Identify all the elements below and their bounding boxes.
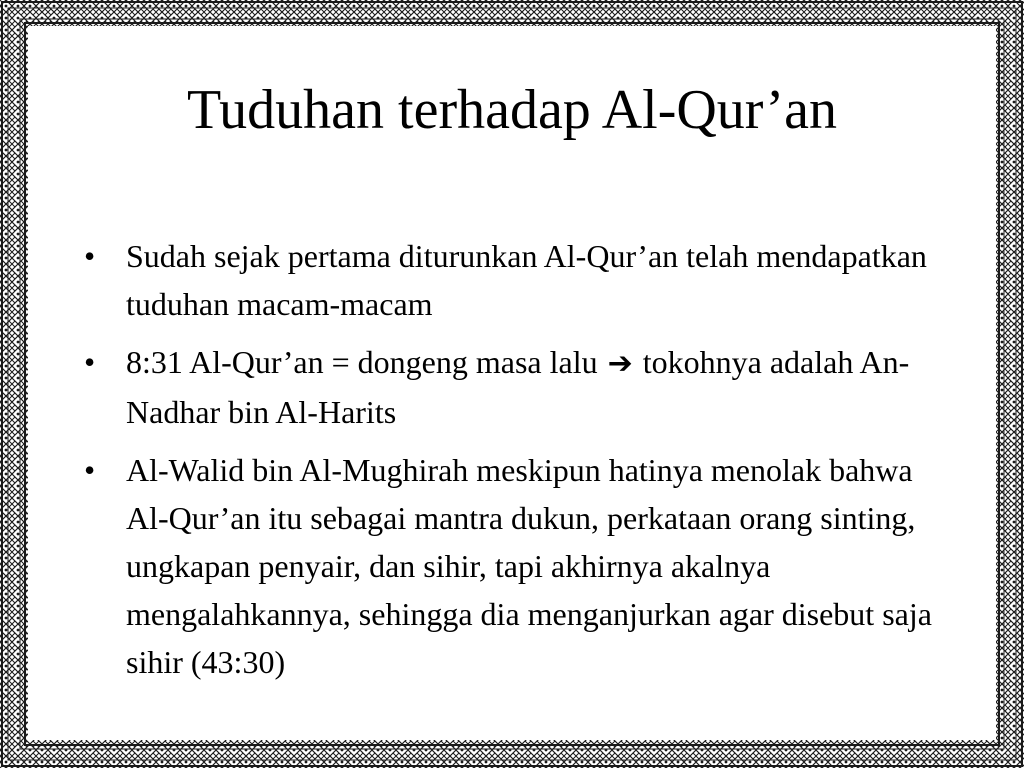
bullet-icon: •	[84, 238, 96, 274]
right-arrow-icon: ➔	[607, 346, 633, 381]
bullet-text-after-arrow: tokohnya adalah An-Nadhar bin Al-Harits	[126, 344, 910, 430]
bullet-icon: •	[84, 452, 96, 488]
bullet-text-before-arrow: 8:31 Al-Qur’an = dongeng masa lalu	[126, 344, 598, 380]
slide-title: Tuduhan terhadap Al-Qur’an	[186, 79, 838, 141]
bullet-list	[84, 232, 944, 696]
list-item	[84, 338, 944, 436]
bullet-text: Al-Walid bin Al-Mughirah meskipun hatinya menolak bahwa Al-Qur’an itu sebagai mantra dukun, perkataan orang sinting, ungkapan penyair, dan sihir, tapi akhirnya akalnya mengalahkannya, sehingga dia menganjurkan agar disebut saja sihir (43:30)	[126, 452, 932, 680]
list-item	[84, 446, 944, 686]
bullet-icon: •	[84, 344, 96, 380]
bullet-text: Sudah sejak pertama diturunkan Al-Qur’an telah mendapatkan tuduhan macam-macam	[126, 238, 927, 322]
list-item	[84, 232, 944, 328]
